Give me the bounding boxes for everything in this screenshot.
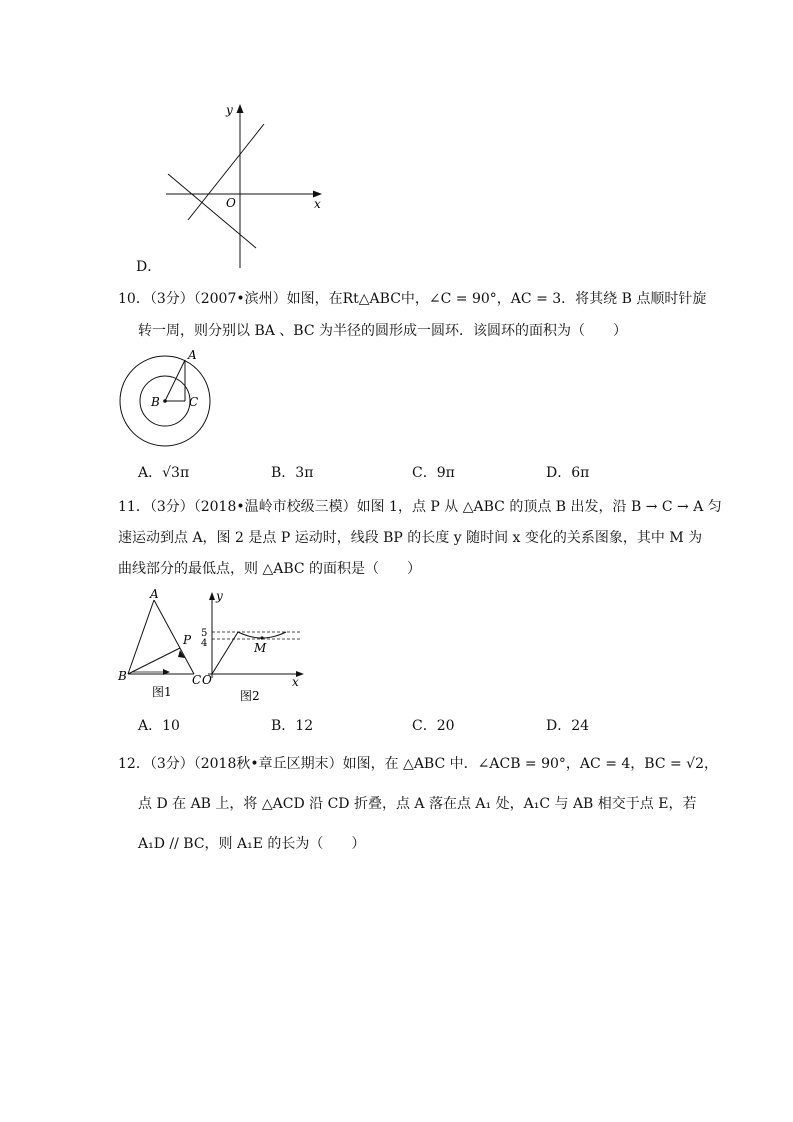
q11-figure-1	[116, 586, 208, 706]
line-falling	[168, 174, 256, 248]
label-b: B	[151, 395, 160, 409]
label-b: B	[118, 669, 127, 683]
label-x: x	[292, 675, 299, 689]
point-m	[260, 636, 263, 639]
q10-option-c[interactable]: C．9π	[412, 465, 455, 481]
label-m: M	[254, 641, 267, 655]
q9-option-d-figure	[160, 100, 330, 272]
q10-option-b[interactable]: B．3π	[271, 465, 314, 481]
q11-option-d[interactable]: D．24	[546, 718, 590, 734]
q12-stem-line2: 点 D 在 AB 上，将 △ACD 沿 CD 折叠，点 A 落在点 A₁ 处，A₁C 与 AB 相交于点 E，若	[138, 796, 697, 812]
q11-option-a[interactable]: A．10	[138, 718, 180, 734]
q10-stem-line2: 转一周，则分别以 BA 、BC 为半径的圆形成一圆环．该圆环的面积为（ ）	[138, 323, 628, 339]
q10-figure	[116, 346, 216, 450]
x-axis-label: x	[314, 197, 321, 211]
label-y: y	[216, 589, 223, 603]
q9-option-d[interactable]: D．	[136, 259, 162, 275]
y-axis-arrow	[209, 592, 215, 600]
q10-option-a[interactable]: A．√3π	[138, 465, 190, 481]
label-c: C	[192, 673, 202, 687]
point-b	[163, 399, 167, 403]
q12-stem-line1: 12．（3分）（2018秋•章丘区期末）如图，在 △ABC 中．∠ACB = 90°，AC = 4，BC = √2，	[118, 756, 719, 772]
y-axis-label: y	[226, 103, 233, 117]
q12-stem-line3: A₁D // BC，则 A₁E 的长为（ ）	[138, 836, 366, 852]
label-a: A	[150, 587, 159, 601]
segment-ba	[165, 360, 185, 401]
label-o: O	[202, 673, 212, 687]
label-a: A	[188, 348, 197, 362]
y-axis-arrow	[237, 104, 244, 113]
q10-stem-line1: 10．（3分）（2007•滨州）如图，在Rt△ABC中，∠C = 90°，AC = 3．将其绕 B 点顺时针旋	[118, 291, 707, 307]
q11-figure-2	[196, 586, 312, 706]
tick-4: 4	[201, 638, 208, 649]
q11-option-c[interactable]: C．20	[412, 718, 455, 734]
graph-linear-part	[212, 632, 238, 674]
tick-5: 5	[201, 628, 208, 639]
figure-1-caption: 图1	[152, 685, 172, 699]
q10-option-d[interactable]: D．6π	[546, 465, 590, 481]
q11-stem-line3: 曲线部分的最低点，则 △ABC 的面积是（ ）	[118, 561, 422, 577]
q11-option-b[interactable]: B．12	[271, 718, 314, 734]
q11-stem-line2: 速运动到点 A，图 2 是点 P 运动时，线段 BP 的长度 y 随时间 x 变化的关系图象，其中 M 为	[118, 530, 703, 546]
origin-label: O	[226, 196, 236, 210]
q11-stem-line1: 11．（3分）（2018•温岭市校级三模）如图 1，点 P 从 △ABC 的顶点 B 出发，沿 B → C → A 匀	[118, 499, 722, 515]
figure-2-caption: 图2	[240, 689, 260, 703]
label-p: P	[183, 633, 192, 647]
label-c: C	[189, 395, 199, 409]
